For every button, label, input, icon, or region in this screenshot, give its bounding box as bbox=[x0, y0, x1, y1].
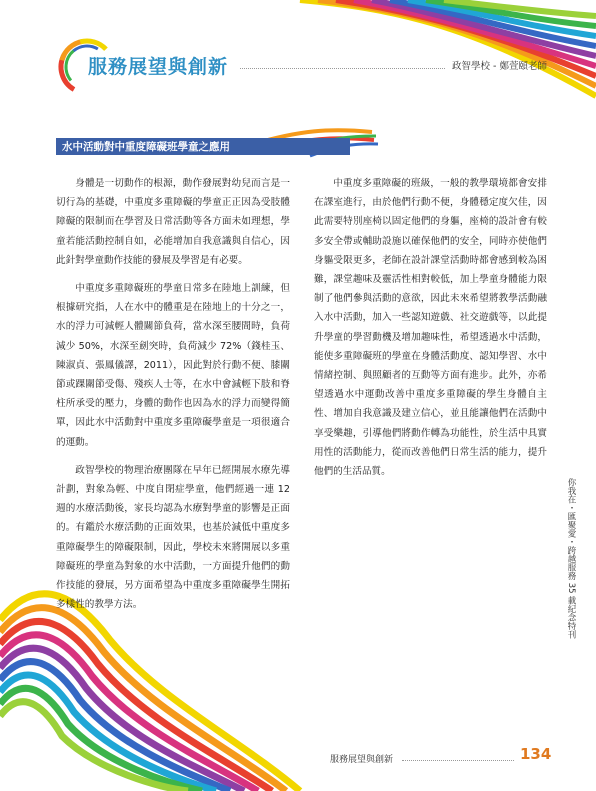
paragraph: 政智學校的物理治療團隊在早年已經開展水療先導計劃，對象為輕、中度自閉症學童，他們經過一連 12 週的水療活動後，家長均認為水療對學童的影響是正面的。有鑑於水療活動的正面效果，也基於減低中重度多重障礙學生的障礙限制，因此，學校未來將開展以多重障礙班的學童為對象的水中活動，一方面提升他們的動作技能的發展，另方面希望為中重度多重障礙學生開拓多樣性的教學方法。 bbox=[56, 464, 290, 611]
header-divider bbox=[240, 68, 445, 69]
paragraph: 身體是一切動作的根源，動作發展對幼兒而言是一切行為的基礎，中重度多重障礙的學童正正因為受肢體障礙的限制而在學習及日常活動等各方面未如理想，學童若能活動控制自如，必能增加自我意識與自信心，因此針對學童動作技能的發展及學習是有必要。 bbox=[56, 178, 290, 266]
body-column-left bbox=[56, 174, 290, 623]
paragraph: 中重度多重障礙的班級，一般的教學環境都會安排在課室進行，由於他們行動不便，身體穩定度欠佳，因此需要特別座椅以固定他們的身軀，座椅的設計會有較多安全帶或輔助設施以確保他們的安全，同時亦使他們身軀受限更多，老師在設計課堂活動時都會感到較為困難，課堂趣味及靈活性相對較低，加上學童身體能力限制了他們參與活動的意欲，因此未來希望將教學活動融入水中活動，加入一些認知遊戲、社交遊戲等，以此提升學童的學習動機及增加趣味性，希望透過水中活動，能使多重障礙班的學童在身體活動度、認知學習、水中情緒控制、與照顧者的互動等方面有進步。此外，亦希望透過水中運動改善中重度多重障礙的學生身體自主性、增加自我意識及建立信心，並且能讓他們在活動中享受樂趣，引導他們將動作轉為功能性，於生活中具實用性的活動能力，從而改善他們日常生活的能力，提升他們的生活品質。 bbox=[314, 178, 547, 478]
chapter-title: 服務展望與創新 bbox=[88, 56, 229, 78]
body-column-right bbox=[314, 174, 547, 490]
page-number: 134 bbox=[520, 745, 552, 763]
section-heading: 水中活動對中重度障礙班學童之應用 bbox=[62, 141, 230, 153]
publication-side-title: 你我在・匯聚愛・跨越服務 35 載紀念特刊 bbox=[566, 478, 576, 639]
footer-divider bbox=[402, 760, 514, 761]
paragraph: 中重度多重障礙班的學童日常多在陸地上訓練，但根據研究指，人在水中的體重是在陸地上的十分之一，水的浮力可減輕人體關節負荷，當水深至腰間時，負荷減少 50%，水深至劍突時，負荷減少 72%（錢桂玉、陳淑貞、張鳳儀譯，2011），因此對於行動不便、膝關節或踝關節受傷、殘疾人士等，在水中會減輕下肢和脊柱所承受的壓力，身體的動作也因為水的浮力而變得簡單，因此水中活動對中重度多重障礙學童是一項很適合的運動。 bbox=[56, 283, 290, 448]
author-byline: 政智學校 - 鄭萱頤老師 bbox=[452, 61, 547, 72]
footer-section-name: 服務展望與創新 bbox=[330, 755, 394, 765]
